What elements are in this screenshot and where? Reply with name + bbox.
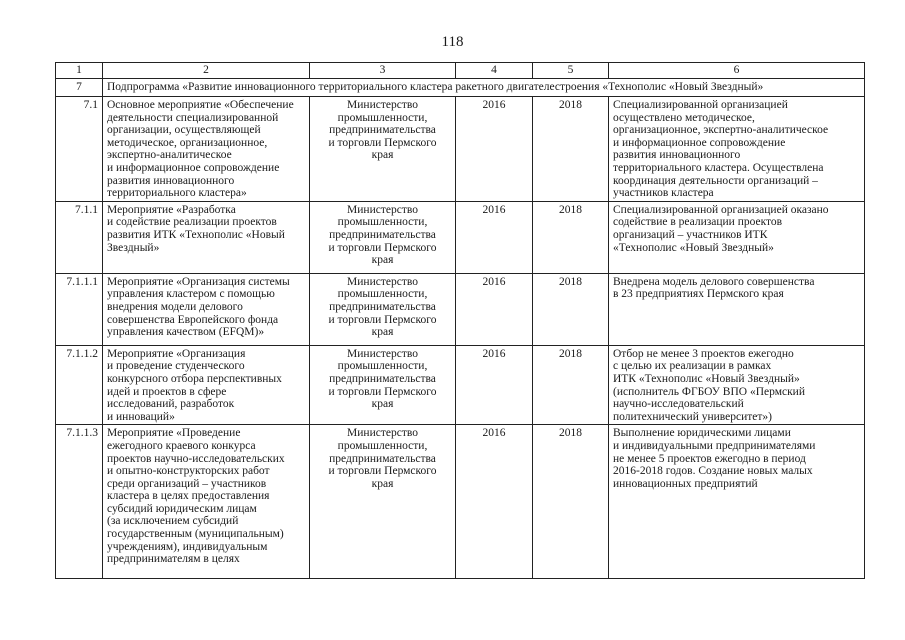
table-row [56, 201, 865, 273]
column-number: 2 [103, 63, 310, 79]
subprogram-number: 7 [56, 79, 103, 97]
row-name: Мероприятие «Разработка и содействие реализации проектов развития ИТК «Технополис «Новый Звездный» [103, 201, 310, 273]
row-executor: Министерство промышленности, предпринимательства и торговли Пермского края [310, 273, 456, 345]
row-end-year: 2018 [533, 97, 609, 202]
page-number: 118 [441, 34, 464, 50]
row-result: Выполнение юридическими лицами и индивидуальными предпринимателями не менее 5 проектов ежегодно в период 2016-2018 годов. Создание новых малых инновационных предприятий [609, 425, 865, 579]
row-executor: Министерство промышленности, предпринимательства и торговли Пермского края [310, 345, 456, 425]
row-end-year: 2018 [533, 425, 609, 579]
row-number: 7.1 [56, 97, 103, 202]
column-number: 3 [310, 63, 456, 79]
table-row [56, 97, 865, 202]
program-table [55, 62, 865, 579]
row-name: Мероприятие «Организация и проведение студенческого конкурсного отбора перспективных идей и проектов в сфере исследований, разработок и инноваций» [103, 345, 310, 425]
row-executor: Министерство промышленности, предпринимательства и торговли Пермского края [310, 425, 456, 579]
row-start-year: 2016 [456, 425, 533, 579]
row-result: Внедрена модель делового совершенства в 23 предприятиях Пермского края [609, 273, 865, 345]
row-start-year: 2016 [456, 201, 533, 273]
row-start-year: 2016 [456, 273, 533, 345]
row-result: Отбор не менее 3 проектов ежегодно с целью их реализации в рамках ИТК «Технополис «Новый Звездный» (исполнитель ФГБОУ ВПО «Пермский научно-исследовательский политехнический университет») [609, 345, 865, 425]
column-number: 6 [609, 63, 865, 79]
table-row [56, 425, 865, 579]
table-row [56, 345, 865, 425]
row-number: 7.1.1.3 [56, 425, 103, 579]
column-number: 4 [456, 63, 533, 79]
row-end-year: 2018 [533, 201, 609, 273]
row-number: 7.1.1 [56, 201, 103, 273]
row-executor: Министерство промышленности, предпринимательства и торговли Пермского края [310, 97, 456, 202]
column-number: 1 [56, 63, 103, 79]
subprogram-title: Подпрограмма «Развитие инновационного территориального кластера ракетного двигателестроения «Технополис «Новый Звездный» [103, 79, 865, 97]
row-result: Специализированной организацией оказано содействие в реализации проектов организаций – участников ИТК «Технополис «Новый Звездный» [609, 201, 865, 273]
table-row [56, 273, 865, 345]
row-name: Мероприятие «Проведение ежегодного краевого конкурса проектов научно-исследовательских и опытно-конструкторских работ среди организаций – участников кластера в целях предоставления субсидий юридическим лицам (за исключением субсидий государственным (муниципальным) учреждениям), индивидуальным предпринимателям в целях [103, 425, 310, 579]
subprogram-row [56, 79, 865, 97]
row-name: Основное мероприятие «Обеспечение деятельности специализированной организации, осуществляющей методическое, организационное, экспертно-аналитическое и информационное сопровождение развития инновационного территориального кластера» [103, 97, 310, 202]
row-number: 7.1.1.2 [56, 345, 103, 425]
row-end-year: 2018 [533, 345, 609, 425]
row-start-year: 2016 [456, 345, 533, 425]
row-end-year: 2018 [533, 273, 609, 345]
column-number-row [56, 63, 865, 79]
row-name: Мероприятие «Организация системы управления кластером с помощью внедрения модели делового совершенства Европейского фонда управления качеством (EFQM)» [103, 273, 310, 345]
row-number: 7.1.1.1 [56, 273, 103, 345]
row-executor: Министерство промышленности, предпринимательства и торговли Пермского края [310, 201, 456, 273]
column-number: 5 [533, 63, 609, 79]
row-start-year: 2016 [456, 97, 533, 202]
row-result: Специализированной организацией осуществлено методическое, организационное, экспертно-аналитическое и информационное сопровождение развития инновационного территориального кластера. Осуществлена координация деятельности организаций – участников кластера [609, 97, 865, 202]
